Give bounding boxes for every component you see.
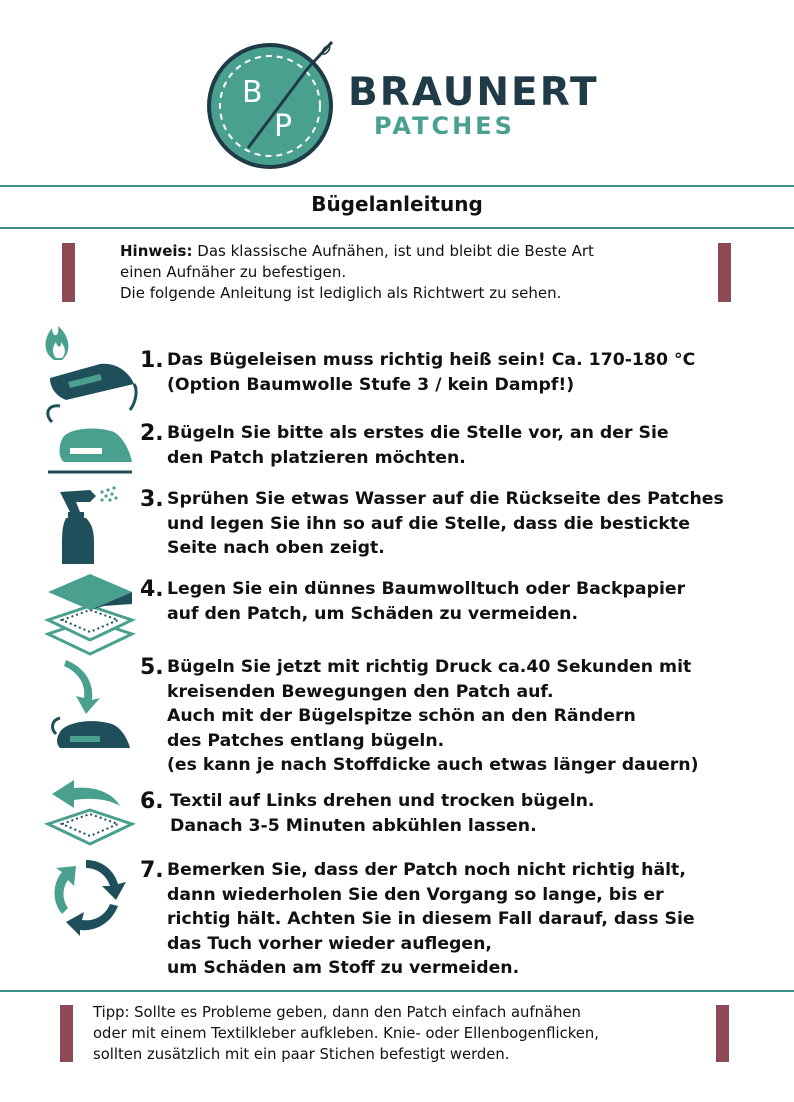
accent-bar-left bbox=[60, 1005, 73, 1062]
step-line: Textil auf Links drehen und trocken bügeln. bbox=[170, 791, 595, 811]
step-line: (Option Baumwolle Stufe 3 / kein Dampf!) bbox=[167, 374, 575, 395]
step-line: das Tuch vorher wieder auflegen, bbox=[167, 933, 493, 954]
hint-line-3: Die folgende Anleitung ist lediglich als Richtwert zu sehen. bbox=[120, 284, 562, 302]
hint-line-1: Das klassische Aufnähen, ist und bleibt die Beste Art bbox=[197, 242, 594, 260]
divider-bottom bbox=[0, 990, 794, 992]
step-line: Legen Sie ein dünnes Baumwolltuch oder Backpapier bbox=[167, 579, 686, 599]
step-number: 2. bbox=[140, 421, 164, 446]
step-number: 6. bbox=[140, 789, 164, 814]
divider-top bbox=[0, 185, 794, 187]
step-line: richtig hält. Achten Sie in diesem Fall darauf, dass Sie bbox=[167, 909, 695, 929]
logo-letter-p: P bbox=[274, 109, 293, 144]
step-text bbox=[167, 421, 669, 470]
tip-line-3: sollten zusätzlich mit ein paar Stichen befestigt werden. bbox=[93, 1046, 510, 1063]
accent-bar-left bbox=[62, 243, 75, 302]
hint-box bbox=[120, 241, 594, 304]
brand-subtitle: PATCHES bbox=[374, 112, 515, 140]
tip-line-1: Tipp: Sollte es Probleme geben, dann den Patch einfach aufnähen bbox=[93, 1004, 581, 1021]
step-line: (es kann je nach Stoffdicke auch etwas länger dauern) bbox=[167, 755, 699, 775]
spray-bottle-icon bbox=[56, 486, 132, 568]
step-text bbox=[167, 858, 695, 981]
cloth-layers-icon bbox=[44, 570, 136, 658]
step-text bbox=[167, 577, 685, 626]
brand-name: BRAUNERT bbox=[348, 70, 599, 115]
divider-under-title bbox=[0, 227, 794, 229]
step-line: Bügeln Sie bitte als erstes die Stelle vor, an der Sie bbox=[167, 423, 669, 443]
press-iron-arrow-icon bbox=[46, 656, 136, 752]
step-line: Seite nach oben zeigt. bbox=[167, 538, 385, 558]
accent-bar-right bbox=[718, 243, 731, 302]
step-line: Auch mit der Bügelspitze schön an den Rändern bbox=[167, 706, 636, 726]
step-line: Bügeln Sie jetzt mit richtig Druck ca.40 Sekunden mit bbox=[167, 657, 692, 677]
step-text bbox=[170, 789, 595, 838]
step-number: 3. bbox=[140, 487, 164, 512]
step-number: 4. bbox=[140, 577, 164, 602]
step-number: 5. bbox=[140, 655, 164, 680]
step-line: und legen Sie ihn so auf die Stelle, dass die bestickte bbox=[167, 513, 690, 534]
page-title: Bügelanleitung bbox=[311, 192, 483, 216]
brand-logo bbox=[204, 40, 599, 170]
step-number: 1. bbox=[140, 348, 164, 373]
tip-line-2: oder mit einem Textilkleber aufkleben. Knie- oder Ellenbogenflicken, bbox=[93, 1025, 599, 1042]
step-line: dann wiederholen Sie den Vorgang so lange, bis er bbox=[167, 884, 664, 905]
logo-badge-icon bbox=[204, 40, 344, 170]
step-number: 7. bbox=[140, 858, 164, 883]
step-line: den Patch platzieren möchten. bbox=[167, 447, 466, 468]
step-line: kreisenden Bewegungen den Patch auf. bbox=[167, 681, 554, 702]
step-line: Danach 3-5 Minuten abkühlen lassen. bbox=[170, 815, 537, 836]
step-line: Das Bügeleisen muss richtig heiß sein! Ca. 170-180 °C bbox=[167, 350, 696, 370]
repeat-cycle-icon bbox=[46, 856, 126, 936]
accent-bar-right bbox=[716, 1005, 729, 1062]
hint-line-2: einen Aufnäher zu befestigen. bbox=[120, 263, 347, 281]
step-line: Bemerken Sie, dass der Patch noch nicht richtig hält, bbox=[167, 860, 686, 880]
turn-inside-out-icon bbox=[44, 776, 136, 848]
step-line: um Schäden am Stoff zu vermeiden. bbox=[167, 958, 520, 978]
logo-letter-b: B bbox=[242, 75, 263, 110]
step-text bbox=[167, 655, 699, 778]
tip-box bbox=[93, 1002, 599, 1065]
step-text bbox=[167, 487, 724, 561]
hint-label: Hinweis: bbox=[120, 242, 193, 260]
step-line: auf den Patch, um Schäden zu vermeiden. bbox=[167, 603, 579, 624]
step-text bbox=[167, 348, 695, 397]
step-line: des Patches entlang bügeln. bbox=[167, 730, 445, 751]
hot-iron-icon bbox=[38, 322, 142, 412]
step-line: Sprühen Sie etwas Wasser auf die Rückseite des Patches bbox=[167, 489, 724, 509]
iron-ironing-icon bbox=[42, 402, 138, 478]
